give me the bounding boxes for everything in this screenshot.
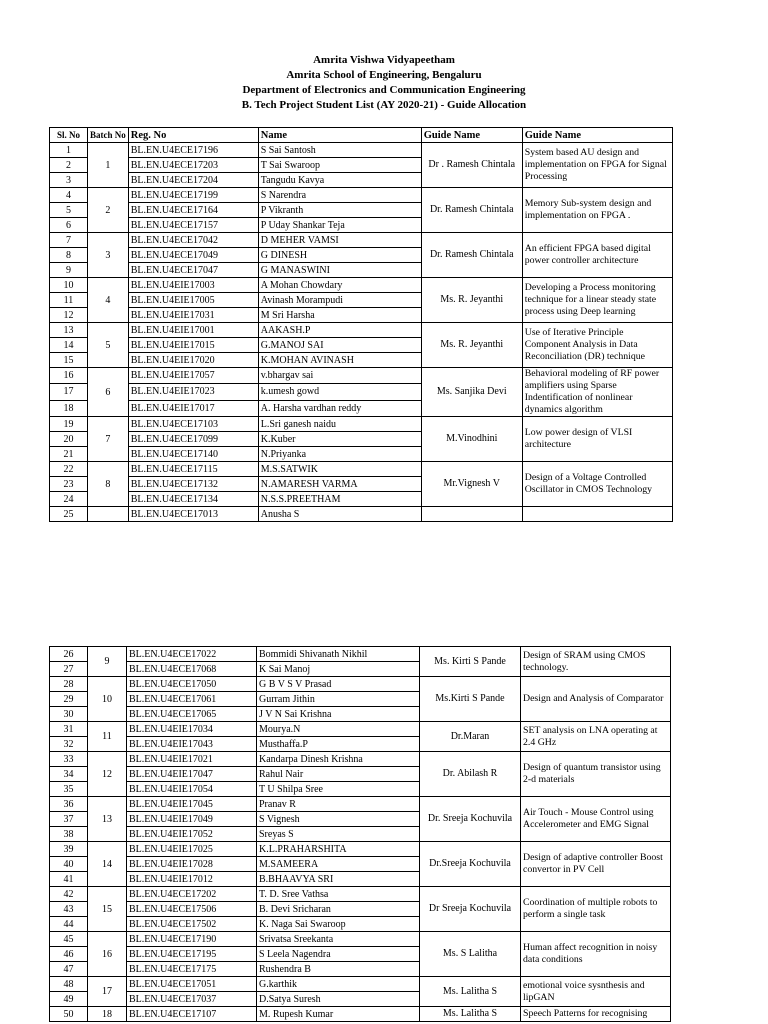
student-name-cell: L.Sri ganesh naidu xyxy=(258,417,421,432)
project-title-cell: Behavioral modeling of RF power amplifiers using Sparse Indentification of nonlinear dynamics algorithm xyxy=(522,368,672,417)
student-name-cell: B. Devi Sricharan xyxy=(257,902,420,917)
reg-no-cell: BL.EN.U4ECE17107 xyxy=(127,1007,257,1022)
col-header-guide: Guide Name xyxy=(421,128,522,143)
reg-no-cell: BL.EN.U4ECE17099 xyxy=(128,432,258,447)
reg-no-cell: BL.EN.U4EIE17025 xyxy=(127,842,257,857)
batch-no-cell: 10 xyxy=(88,677,127,722)
project-title-cell: Air Touch - Mouse Control using Accelerometer and EMG Signal xyxy=(521,797,671,842)
student-name-cell: S Leela Nagendra xyxy=(257,947,420,962)
table-row xyxy=(50,977,671,992)
table-row xyxy=(50,368,673,384)
reg-no-cell: BL.EN.U4EIE17012 xyxy=(127,872,257,887)
project-title-cell: Speech Patterns for recognising xyxy=(521,1007,671,1022)
reg-no-cell: BL.EN.U4EIE17045 xyxy=(127,797,257,812)
col-header-name: Name xyxy=(258,128,421,143)
reg-no-cell: BL.EN.U4ECE17506 xyxy=(127,902,257,917)
reg-no-cell: BL.EN.U4EIE17034 xyxy=(127,722,257,737)
sl-no-cell: 32 xyxy=(50,737,88,752)
reg-no-cell: BL.EN.U4ECE17037 xyxy=(127,992,257,1007)
sl-no-cell: 8 xyxy=(50,248,88,263)
student-name-cell: S Vignesh xyxy=(257,812,420,827)
student-name-cell: T Sai Swaroop xyxy=(258,158,421,173)
sl-no-cell: 41 xyxy=(50,872,88,887)
table-row xyxy=(50,462,673,477)
table-row xyxy=(50,507,673,522)
reg-no-cell: BL.EN.U4ECE17195 xyxy=(127,947,257,962)
sl-no-cell: 14 xyxy=(50,338,88,353)
sl-no-cell: 18 xyxy=(50,400,88,416)
student-name-cell: K.Kuber xyxy=(258,432,421,447)
reg-no-cell: BL.EN.U4ECE17140 xyxy=(128,447,258,462)
sl-no-cell: 40 xyxy=(50,857,88,872)
student-name-cell: Avinash Morampudi xyxy=(258,293,421,308)
allocation-table-page-1 xyxy=(49,127,673,522)
project-title-cell: An efficient FPGA based digital power controller architecture xyxy=(522,233,672,278)
reg-no-cell: BL.EN.U4ECE17203 xyxy=(128,158,258,173)
student-name-cell: S Narendra xyxy=(258,188,421,203)
sl-no-cell: 48 xyxy=(50,977,88,992)
reg-no-cell: BL.EN.U4EIE17015 xyxy=(128,338,258,353)
student-name-cell: P Vikranth xyxy=(258,203,421,218)
reg-no-cell: BL.EN.U4EIE17023 xyxy=(128,384,258,400)
reg-no-cell: BL.EN.U4ECE17115 xyxy=(128,462,258,477)
student-name-cell: P Uday Shankar Teja xyxy=(258,218,421,233)
sl-no-cell: 45 xyxy=(50,932,88,947)
table-row xyxy=(50,417,673,432)
student-name-cell: G MANASWINI xyxy=(258,263,421,278)
guide-name-cell: Dr. Ramesh Chintala xyxy=(421,233,522,278)
sl-no-cell: 6 xyxy=(50,218,88,233)
batch-no-cell: 16 xyxy=(88,932,127,977)
student-name-cell: T. D. Sree Vathsa xyxy=(257,887,420,902)
table-row xyxy=(50,647,671,662)
reg-no-cell: BL.EN.U4ECE17049 xyxy=(128,248,258,263)
reg-no-cell: BL.EN.U4EIE17005 xyxy=(128,293,258,308)
reg-no-cell: BL.EN.U4ECE17042 xyxy=(128,233,258,248)
document-header xyxy=(0,53,768,113)
batch-no-cell: 13 xyxy=(88,797,127,842)
reg-no-cell: BL.EN.U4ECE17050 xyxy=(127,677,257,692)
student-name-cell: Mourya.N xyxy=(257,722,420,737)
table-row xyxy=(50,1007,671,1022)
university-name: Amrita Vishwa Vidyapeetham xyxy=(313,54,455,66)
guide-name-cell: M.Vinodhini xyxy=(421,417,522,462)
reg-no-cell: BL.EN.U4EIE17057 xyxy=(128,368,258,384)
sl-no-cell: 35 xyxy=(50,782,88,797)
col-header-sl: Sl. No xyxy=(50,128,88,143)
sl-no-cell: 21 xyxy=(50,447,88,462)
sl-no-cell: 7 xyxy=(50,233,88,248)
sl-no-cell: 47 xyxy=(50,962,88,977)
table-row xyxy=(50,233,673,248)
reg-no-cell: BL.EN.U4ECE17204 xyxy=(128,173,258,188)
project-title-cell: Memory Sub-system design and implementation on FPGA . xyxy=(522,188,672,233)
reg-no-cell: BL.EN.U4ECE17157 xyxy=(128,218,258,233)
student-name-cell: N.AMARESH VARMA xyxy=(258,477,421,492)
project-title-cell: emotional voice sysnthesis and lipGAN xyxy=(521,977,671,1007)
reg-no-cell: BL.EN.U4ECE17022 xyxy=(127,647,257,662)
reg-no-cell: BL.EN.U4ECE17199 xyxy=(128,188,258,203)
reg-no-cell: BL.EN.U4ECE17164 xyxy=(128,203,258,218)
project-title-cell: System based AU design and implementation on FPGA for Signal Processing xyxy=(522,143,672,188)
guide-name-cell: Dr . Ramesh Chintala xyxy=(421,143,522,188)
sl-no-cell: 46 xyxy=(50,947,88,962)
table-row xyxy=(50,722,671,737)
student-name-cell: D MEHER VAMSI xyxy=(258,233,421,248)
project-title-cell: Use of Iterative Principle Component Analysis in Data Reconciliation (DR) technique xyxy=(522,323,672,368)
sl-no-cell: 12 xyxy=(50,308,88,323)
guide-name-cell: Mr.Vignesh V xyxy=(421,462,522,507)
batch-no-cell: 17 xyxy=(88,977,127,1007)
table-row xyxy=(50,797,671,812)
batch-no-cell: 6 xyxy=(88,368,129,417)
batch-no-cell: 8 xyxy=(88,462,129,507)
sl-no-cell: 37 xyxy=(50,812,88,827)
batch-no-cell: 3 xyxy=(88,233,129,278)
col-header-reg: Reg. No xyxy=(128,128,258,143)
reg-no-cell: BL.EN.U4ECE17068 xyxy=(127,662,257,677)
reg-no-cell: BL.EN.U4ECE17134 xyxy=(128,492,258,507)
project-title-cell: Low power design of VLSI architecture xyxy=(522,417,672,462)
table-row xyxy=(50,842,671,857)
reg-no-cell: BL.EN.U4EIE17031 xyxy=(128,308,258,323)
guide-name-cell: Ms. Lalitha S xyxy=(420,977,521,1007)
project-title-cell: Human affect recognition in noisy data conditions xyxy=(521,932,671,977)
reg-no-cell: BL.EN.U4EIE17001 xyxy=(128,323,258,338)
reg-no-cell: BL.EN.U4ECE17175 xyxy=(127,962,257,977)
sl-no-cell: 30 xyxy=(50,707,88,722)
sl-no-cell: 19 xyxy=(50,417,88,432)
reg-no-cell: BL.EN.U4EIE17043 xyxy=(127,737,257,752)
reg-no-cell: BL.EN.U4EIE17054 xyxy=(127,782,257,797)
student-name-cell: K Sai Manoj xyxy=(257,662,420,677)
sl-no-cell: 38 xyxy=(50,827,88,842)
document-title: B. Tech Project Student List (AY 2020-21) - Guide Allocation xyxy=(241,99,527,111)
sl-no-cell: 11 xyxy=(50,293,88,308)
batch-no-cell: 18 xyxy=(88,1007,127,1022)
student-name-cell: K.MOHAN AVINASH xyxy=(258,353,421,368)
reg-no-cell: BL.EN.U4EIE17052 xyxy=(127,827,257,842)
student-name-cell: Anusha S xyxy=(258,507,421,522)
student-name-cell: k.umesh gowd xyxy=(258,384,421,400)
sl-no-cell: 28 xyxy=(50,677,88,692)
batch-no-cell: 14 xyxy=(88,842,127,887)
sl-no-cell: 50 xyxy=(50,1007,88,1022)
sl-no-cell: 17 xyxy=(50,384,88,400)
sl-no-cell: 27 xyxy=(50,662,88,677)
student-name-cell: M. Rupesh Kumar xyxy=(257,1007,420,1022)
student-name-cell: Rahul Nair xyxy=(257,767,420,782)
guide-name-cell xyxy=(421,507,522,522)
student-name-cell: M.S.SATWIK xyxy=(258,462,421,477)
table-row xyxy=(50,752,671,767)
sl-no-cell: 24 xyxy=(50,492,88,507)
batch-no-cell: 4 xyxy=(88,278,129,323)
student-name-cell: G.karthik xyxy=(257,977,420,992)
student-name-cell: N.S.S.PREETHAM xyxy=(258,492,421,507)
batch-no-cell: 9 xyxy=(88,647,127,677)
student-name-cell: AAKASH.P xyxy=(258,323,421,338)
student-name-cell: S Sai Santosh xyxy=(258,143,421,158)
sl-no-cell: 33 xyxy=(50,752,88,767)
sl-no-cell: 20 xyxy=(50,432,88,447)
guide-name-cell: Ms. S Lalitha xyxy=(420,932,521,977)
sl-no-cell: 26 xyxy=(50,647,88,662)
reg-no-cell: BL.EN.U4EIE17020 xyxy=(128,353,258,368)
batch-no-cell: 2 xyxy=(88,188,129,233)
sl-no-cell: 39 xyxy=(50,842,88,857)
guide-name-cell: Dr. Ramesh Chintala xyxy=(421,188,522,233)
sl-no-cell: 42 xyxy=(50,887,88,902)
guide-name-cell: Dr.Sreeja Kochuvila xyxy=(420,842,521,887)
student-name-cell: G B V S V Prasad xyxy=(257,677,420,692)
student-name-cell: Kandarpa Dinesh Krishna xyxy=(257,752,420,767)
guide-name-cell: Dr. Sreeja Kochuvila xyxy=(420,797,521,842)
sl-no-cell: 16 xyxy=(50,368,88,384)
table-row xyxy=(50,143,673,158)
reg-no-cell: BL.EN.U4ECE17190 xyxy=(127,932,257,947)
sl-no-cell: 1 xyxy=(50,143,88,158)
guide-name-cell: Ms. Kirti S Pande xyxy=(420,647,521,677)
student-name-cell: J V N Sai Krishna xyxy=(257,707,420,722)
reg-no-cell: BL.EN.U4ECE17196 xyxy=(128,143,258,158)
table-row xyxy=(50,188,673,203)
reg-no-cell: BL.EN.U4EIE17028 xyxy=(127,857,257,872)
student-name-cell: Musthaffa.P xyxy=(257,737,420,752)
student-name-cell: Rushendra B xyxy=(257,962,420,977)
student-name-cell: Pranav R xyxy=(257,797,420,812)
student-name-cell: G.MANOJ SAI xyxy=(258,338,421,353)
sl-no-cell: 49 xyxy=(50,992,88,1007)
reg-no-cell: BL.EN.U4ECE17502 xyxy=(127,917,257,932)
sl-no-cell: 23 xyxy=(50,477,88,492)
student-name-cell: Gurram Jithin xyxy=(257,692,420,707)
sl-no-cell: 31 xyxy=(50,722,88,737)
batch-no-cell: 12 xyxy=(88,752,127,797)
sl-no-cell: 9 xyxy=(50,263,88,278)
sl-no-cell: 44 xyxy=(50,917,88,932)
sl-no-cell: 3 xyxy=(50,173,88,188)
student-name-cell: Sreyas S xyxy=(257,827,420,842)
table-row xyxy=(50,677,671,692)
sl-no-cell: 43 xyxy=(50,902,88,917)
table-row xyxy=(50,278,673,293)
project-title-cell: Design of SRAM using CMOS technology. xyxy=(521,647,671,677)
student-name-cell: M.SAMEERA xyxy=(257,857,420,872)
reg-no-cell: BL.EN.U4ECE17051 xyxy=(127,977,257,992)
table-header-row xyxy=(50,128,673,143)
project-title-cell: Design of adaptive controller Boost convertor in PV Cell xyxy=(521,842,671,887)
student-name-cell: K. Naga Sai Swaroop xyxy=(257,917,420,932)
sl-no-cell: 5 xyxy=(50,203,88,218)
reg-no-cell: BL.EN.U4ECE17065 xyxy=(127,707,257,722)
sl-no-cell: 15 xyxy=(50,353,88,368)
student-name-cell: N.Priyanka xyxy=(258,447,421,462)
sl-no-cell: 13 xyxy=(50,323,88,338)
student-name-cell: v.bhargav sai xyxy=(258,368,421,384)
sl-no-cell: 4 xyxy=(50,188,88,203)
guide-name-cell: Dr Sreeja Kochuvila xyxy=(420,887,521,932)
batch-no-cell: 15 xyxy=(88,887,127,932)
reg-no-cell: BL.EN.U4ECE17061 xyxy=(127,692,257,707)
reg-no-cell: BL.EN.U4ECE17103 xyxy=(128,417,258,432)
sl-no-cell: 36 xyxy=(50,797,88,812)
project-title-cell: SET analysis on LNA operating at 2.4 GHz xyxy=(521,722,671,752)
project-title-cell: Coordination of multiple robots to perform a single task xyxy=(521,887,671,932)
reg-no-cell: BL.EN.U4ECE17047 xyxy=(128,263,258,278)
table-body-page-1 xyxy=(50,143,673,522)
school-name: Amrita School of Engineering, Bengaluru xyxy=(286,69,482,81)
sl-no-cell: 2 xyxy=(50,158,88,173)
reg-no-cell: BL.EN.U4EIE17047 xyxy=(127,767,257,782)
batch-no-cell: 5 xyxy=(88,323,129,368)
guide-name-cell: Ms. Sanjika Devi xyxy=(421,368,522,417)
col-header-batch: Batch No xyxy=(88,128,129,143)
student-name-cell: T U Shilpa Sree xyxy=(257,782,420,797)
student-name-cell: B.BHAAVYA SRI xyxy=(257,872,420,887)
guide-name-cell: Dr. Abilash R xyxy=(420,752,521,797)
allocation-table-page-2 xyxy=(49,646,671,1022)
table-body-page-2 xyxy=(50,647,671,1022)
reg-no-cell: BL.EN.U4EIE17021 xyxy=(127,752,257,767)
student-name-cell: A Mohan Chowdary xyxy=(258,278,421,293)
department-name: Department of Electronics and Communication Engineering xyxy=(242,84,526,96)
sl-no-cell: 25 xyxy=(50,507,88,522)
batch-no-cell xyxy=(88,507,129,522)
student-name-cell: K.L.PRAHARSHITA xyxy=(257,842,420,857)
reg-no-cell: BL.EN.U4EIE17003 xyxy=(128,278,258,293)
student-name-cell: M Sri Harsha xyxy=(258,308,421,323)
sl-no-cell: 34 xyxy=(50,767,88,782)
project-title-cell: Design of a Voltage Controlled Oscillator in CMOS Technology xyxy=(522,462,672,507)
student-name-cell: Bommidi Shivanath Nikhil xyxy=(257,647,420,662)
sl-no-cell: 29 xyxy=(50,692,88,707)
batch-no-cell: 11 xyxy=(88,722,127,752)
student-name-cell: G DINESH xyxy=(258,248,421,263)
guide-name-cell: Ms. R. Jeyanthi xyxy=(421,323,522,368)
student-name-cell: Tangudu Kavya xyxy=(258,173,421,188)
guide-name-cell: Dr.Maran xyxy=(420,722,521,752)
guide-name-cell: Ms.Kirti S Pande xyxy=(420,677,521,722)
batch-no-cell: 7 xyxy=(88,417,129,462)
project-title-cell: Design of quantum transistor using 2-d materials xyxy=(521,752,671,797)
table-row xyxy=(50,323,673,338)
reg-no-cell: BL.EN.U4ECE17202 xyxy=(127,887,257,902)
reg-no-cell: BL.EN.U4ECE17132 xyxy=(128,477,258,492)
student-name-cell: D.Satya Suresh xyxy=(257,992,420,1007)
reg-no-cell: BL.EN.U4EIE17017 xyxy=(128,400,258,416)
reg-no-cell: BL.EN.U4ECE17013 xyxy=(128,507,258,522)
reg-no-cell: BL.EN.U4EIE17049 xyxy=(127,812,257,827)
student-name-cell: A. Harsha vardhan reddy xyxy=(258,400,421,416)
guide-name-cell: Ms. Lalitha S xyxy=(420,1007,521,1022)
table-row xyxy=(50,887,671,902)
project-title-cell xyxy=(522,507,672,522)
project-title-cell: Design and Analysis of Comparator xyxy=(521,677,671,722)
student-name-cell: Srivatsa Sreekanta xyxy=(257,932,420,947)
guide-name-cell: Ms. R. Jeyanthi xyxy=(421,278,522,323)
sl-no-cell: 10 xyxy=(50,278,88,293)
batch-no-cell: 1 xyxy=(88,143,129,188)
project-title-cell: Developing a Process monitoring technique for a linear steady state process using Deep learning xyxy=(522,278,672,323)
col-header-title: Guide Name xyxy=(522,128,672,143)
table-row xyxy=(50,932,671,947)
sl-no-cell: 22 xyxy=(50,462,88,477)
